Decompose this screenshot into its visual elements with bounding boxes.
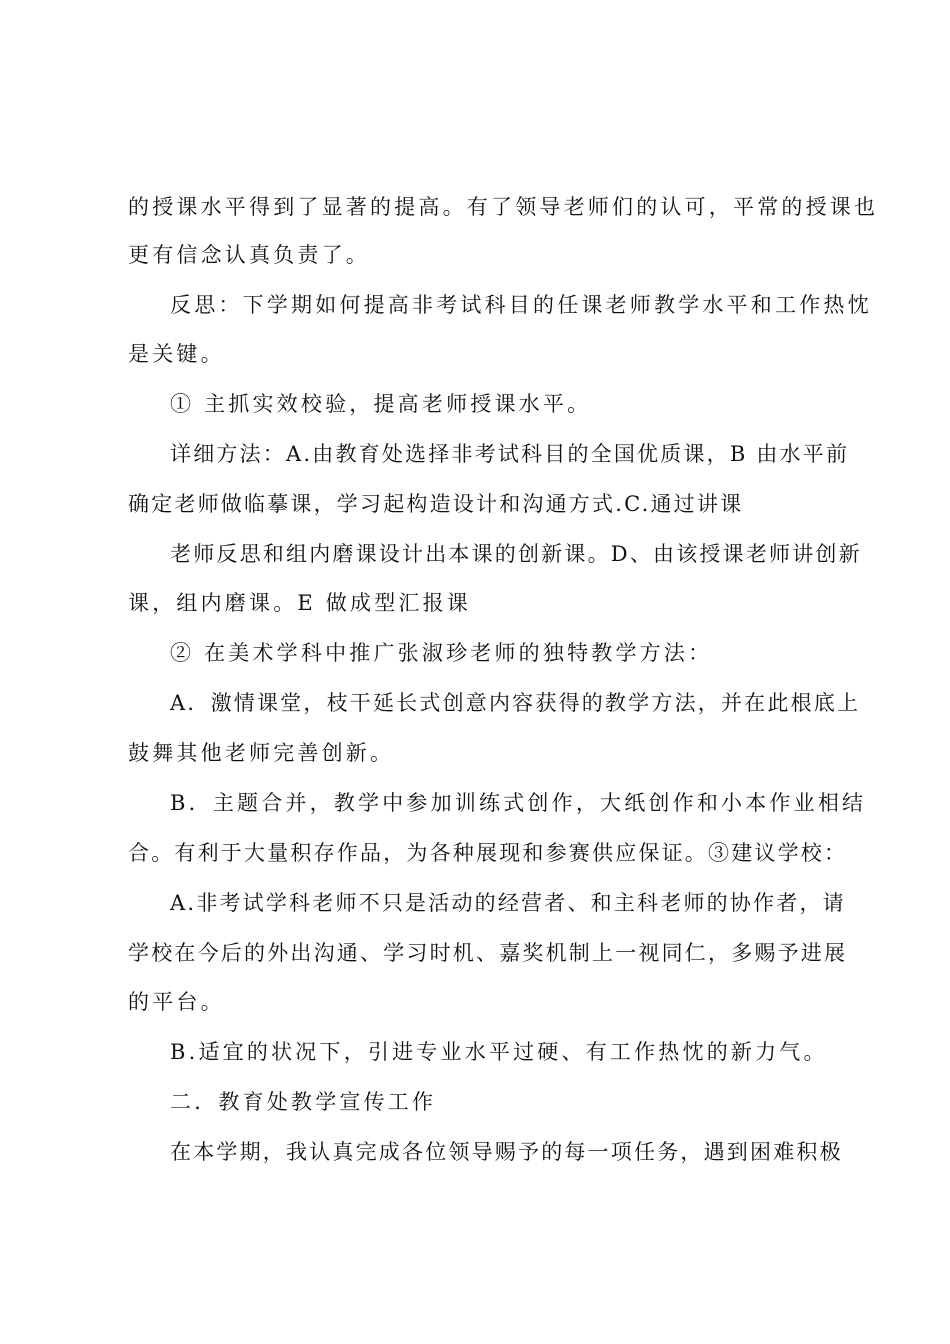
- text-line: 课，组内磨课。E 做成型汇报课: [128, 591, 472, 615]
- text-line: A．激情课堂，枝干延长式创意内容获得的教学方法，并在此根底上: [170, 691, 861, 715]
- text-line: 在本学期，我认真完成各位领导赐予的每一项任务，遇到困难积极: [170, 1140, 843, 1164]
- text-line: 确定老师做临摹课，学习起构造设计和沟通方式.C.通过讲课: [128, 492, 744, 516]
- text-line: 鼓舞其他老师完善创新。: [128, 741, 395, 765]
- text-line: B.适宜的状况下，引进专业水平过硬、有工作热忱的新力气。: [170, 1040, 828, 1064]
- list-item: ① 主抓实效校验，提高老师授课水平。: [170, 392, 592, 416]
- list-item: ② 在美术学科中推广张淑珍老师的独特教学方法：: [170, 641, 713, 665]
- text-line: 学校在今后的外出沟通、学习时机、嘉奖机制上一视同仁，多赐予进展: [128, 941, 848, 965]
- text-line: 详细方法：A.由教育处选择非考试科目的全国优质课，B 由水平前: [170, 442, 850, 466]
- text-line: B．主题合并，教学中参加训练式创作，大纸创作和小本作业相结: [170, 791, 867, 815]
- text-line: 反思：下学期如何提高非考试科目的任课老师教学水平和工作热忱: [170, 293, 872, 317]
- text-line: A.非考试学科老师不只是活动的经营者、和主科老师的协作者，请: [170, 891, 846, 915]
- text-line: 更有信念认真负责了。: [128, 243, 370, 267]
- text-line: 老师反思和组内磨课设计出本课的创新课。D、由该授课老师讲创新: [170, 542, 862, 566]
- text-line: 合。有利于大量积存作品，为各种展现和参赛供应保证。③建议学校：: [128, 841, 848, 865]
- text-line: 的授课水平得到了显著的提高。有了领导老师们的认可，平常的授课也: [128, 195, 879, 219]
- text-line: 是关键。: [128, 342, 225, 366]
- section-heading: 二．教育处教学宣传工作: [170, 1090, 437, 1114]
- text-line: 的平台。: [128, 990, 225, 1014]
